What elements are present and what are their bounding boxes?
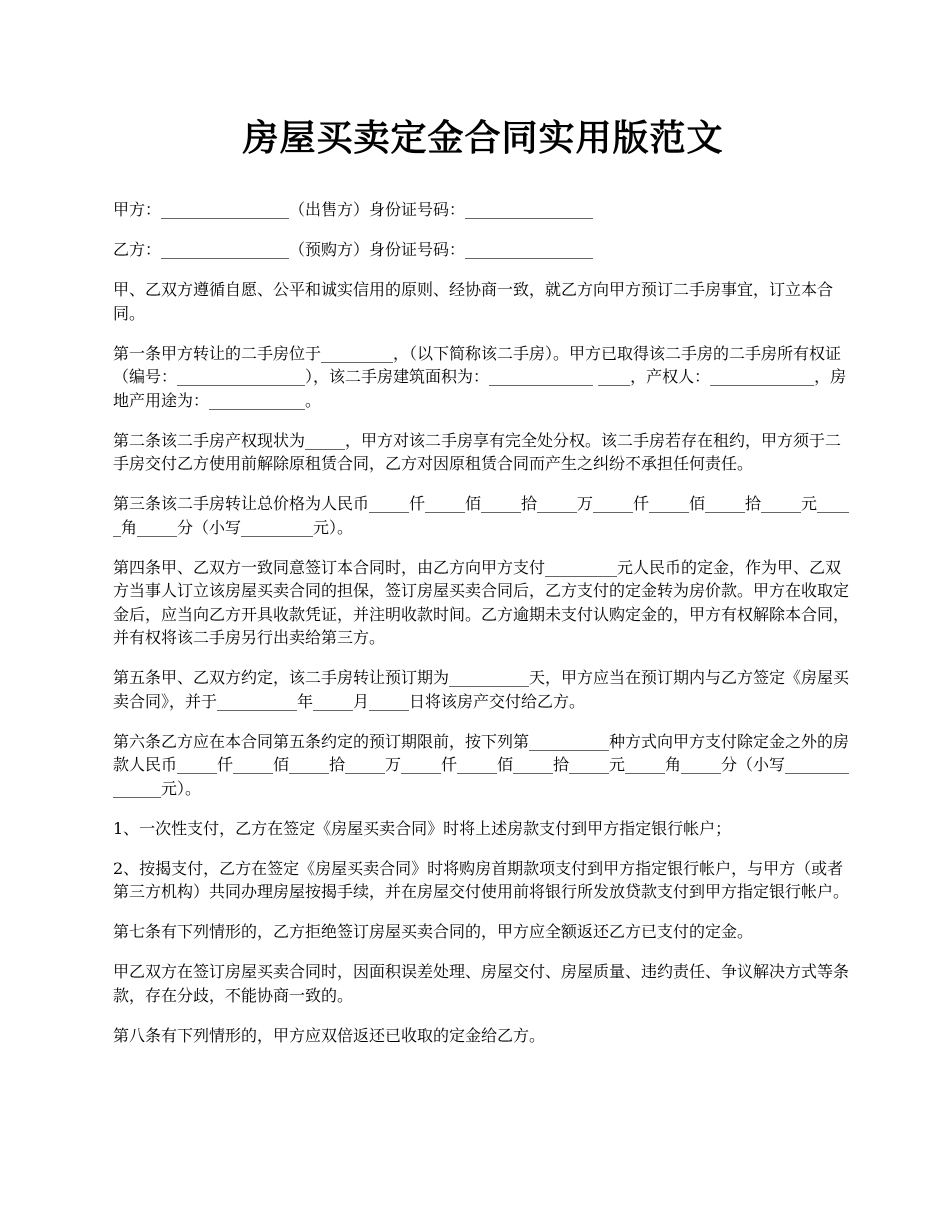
party-a-line: 甲方：________________（出售方）身份证号码：________________ [113,200,594,219]
article-3-paragraph: 第三条该二手房转让总价格为人民币_____仟_____佰_____拾_____万_____仟_____佰_____拾_____元_____角_____分（小写_________元）。 [113,494,850,537]
article-7-paragraph: 第七条有下列情形的，乙方拒绝签订房屋买卖合同的，甲方应全额返还乙方已支付的定金。 [113,922,754,941]
article-5-paragraph: 第五条甲、乙双方约定，该二手房转让预订期为__________天，甲方应当在预订期内与乙方签定《房屋买卖合同》，并于__________年_____月_____日将该房产交付给乙方。 [113,668,850,711]
article-8-paragraph: 第八条有下列情形的，甲方应双倍返还已收取的定金给乙方。 [113,1025,546,1045]
payment-option-2-paragraph: 2、按揭支付，乙方在签定《房屋买卖合同》时将购房首期款项支付到甲方指定银行帐户，与甲方（或者第三方机构）共同办理房屋按揭手续，并在房屋交付使用前将银行所发放贷款支付到甲方指定银行帐户。 [113,858,850,901]
article-6-paragraph: 第六条乙方应在本合同第五条约定的预订期限前，按下列第__________种方式向甲方支付除定金之外的房款人民币_____仟_____佰_____拾_____万_____仟_____佰_____拾_____元_____角_____分（小写______________元）。 [113,731,850,798]
article-2-paragraph: 第二条该二手房产权现状为_____，甲方对该二手房享有完全处分权。该二手房若存在租约，甲方须于二手房交付乙方使用前解除原租赁合同，乙方对因原租赁合同而产生之纠纷不承担任何责任。 [113,430,842,473]
document-title: 房屋买卖定金合同实用版范文 [242,117,724,159]
article-4-paragraph: 第四条甲、乙双方一致同意签订本合同时，由乙方向甲方支付_________元人民币的定金，作为甲、乙双方当事人订立该房屋买卖合同的担保，签订房屋买卖合同后，乙方支付的定金转为房价款。甲方在收取定金后，应当向乙方开具收款凭证，并注明收款时间。乙方逾期未支付认购定金的，甲方有权解除本合同，并有权将该二手房另行出卖给第三方。 [113,557,850,647]
article-7-detail-paragraph: 甲乙双方在签订房屋买卖合同时，因面积误差处理、房屋交付、房屋质量、违约责任、争议解决方式等条款，存在分歧，不能协商一致的。 [113,962,850,1005]
article-1-paragraph: 第一条甲方转让的二手房位于_________，（以下简称该二手房）。甲方已取得该二手房的二手房所有权证（编号：________________），该二手房建筑面积为：_____________ ____，产权人：_____________，房地产用途为：____________。 [113,343,847,410]
payment-option-1-paragraph: 1、一次性支付，乙方在签定《房屋买卖合同》时将上述房款支付到甲方指定银行帐户； [113,818,732,838]
document-page [113,108,853,1064]
party-b-line: 乙方：________________（预购方）身份证号码：________________ [113,240,594,259]
preamble-paragraph: 甲、乙双方遵循自愿、公平和诚实信用的原则、经协商一致，就乙方向甲方预订二手房事宜，订立本合同。 [113,280,834,323]
